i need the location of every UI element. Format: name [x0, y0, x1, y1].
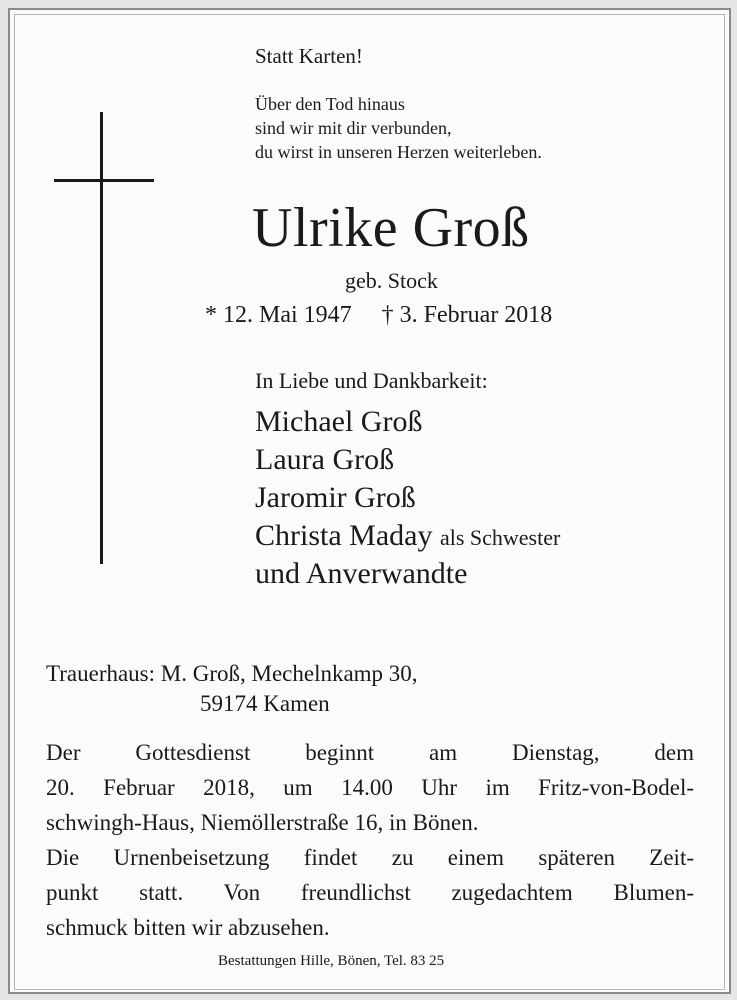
cross-horizontal-bar: [54, 179, 154, 182]
mourner-name: Michael Groß: [255, 405, 423, 438]
birth-date: * 12. Mai 1947: [205, 302, 352, 328]
birth-name: geb. Stock: [345, 268, 438, 293]
verse-line: du wirst in unseren Herzen weiterleben.: [255, 142, 542, 162]
burial-line: Die Urnenbeisetzung findet zu einem späteren Zeit-: [46, 845, 694, 870]
verse-line: sind wir mit dir verbunden,: [255, 118, 452, 138]
burial-paragraph: [46, 840, 694, 945]
trauerhaus-city: 59174 Kamen: [200, 691, 330, 716]
verse-line: Über den Tod hinaus: [255, 94, 405, 114]
service-line: 20. Februar 2018, um 14.00 Uhr im Fritz-von-Bodel-: [46, 775, 694, 800]
mourner-name-with-note: [255, 519, 560, 553]
mourners-heading: In Liebe und Dankbarkeit:: [255, 368, 488, 393]
relation-note: als Schwester: [439, 525, 561, 550]
funeral-home-footer: Bestattungen Hille, Bönen, Tel. 83 25: [218, 953, 445, 969]
service-line: Der Gottesdienst beginnt am Dienstag, dem: [46, 740, 694, 765]
burial-line: schmuck bitten wir abzusehen.: [46, 915, 330, 940]
mourner-name: Christa Maday: [255, 519, 433, 552]
death-date: † 3. Februar 2018: [381, 302, 553, 328]
service-line: schwingh-Haus, Niemöllerstraße 16, in Bönen.: [46, 810, 479, 835]
deceased-name: Ulrike Groß: [252, 197, 530, 259]
service-paragraph: [46, 735, 694, 840]
mourner-name: Jaromir Groß: [255, 481, 416, 514]
header-statt-karten: Statt Karten!: [255, 44, 363, 68]
mourner-name: Laura Groß: [255, 443, 395, 476]
life-dates: [205, 302, 552, 329]
mourner-others: und Anverwandte: [255, 557, 468, 590]
trauerhaus-address: Trauerhaus: M. Groß, Mechelnkamp 30,: [46, 661, 418, 686]
burial-line: punkt statt. Von freundlichst zugedachtem Blumen-: [46, 880, 694, 905]
